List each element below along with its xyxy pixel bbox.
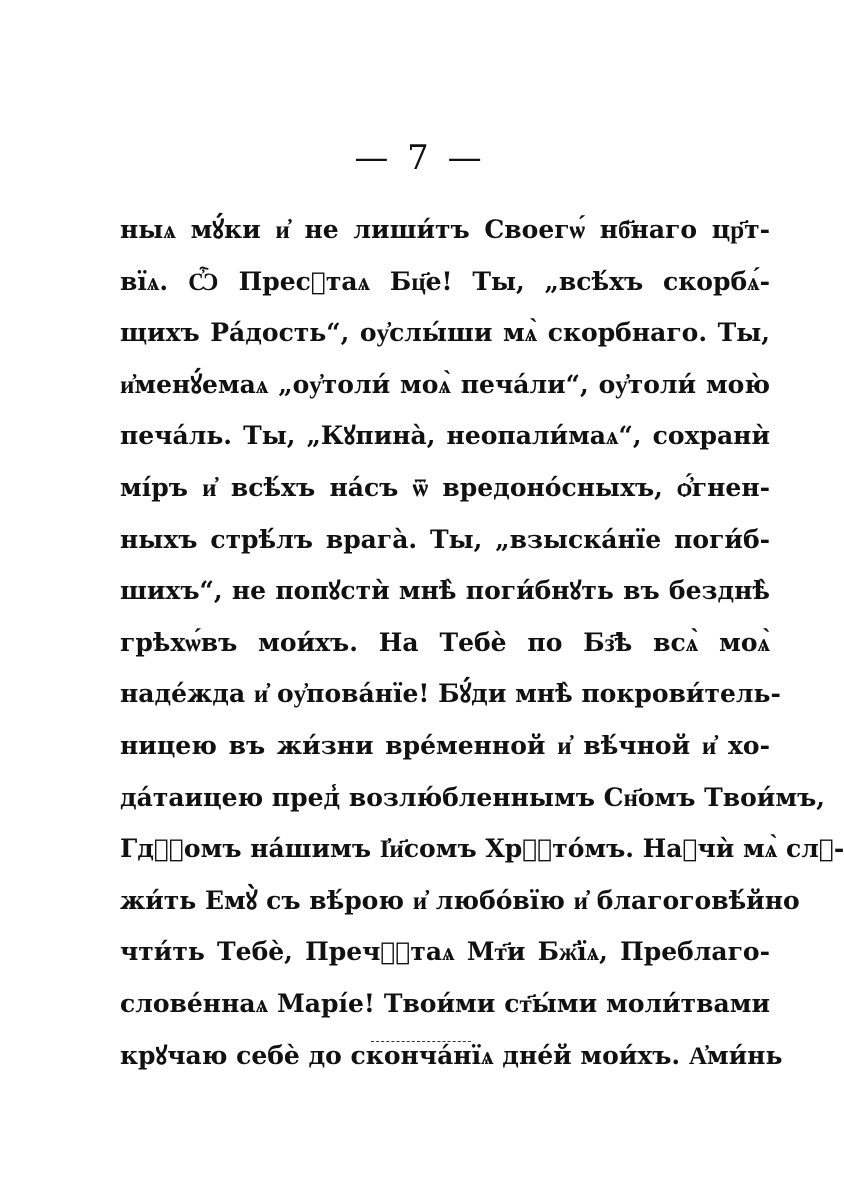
text-line: печа́ль. Ты, „Кꙋпина̀, неопали́маѧ“, сохранѝ [120, 421, 770, 451]
text-line: вїѧ. Ѽ Пресⷮтаѧ Бц҃е! Ты, „всѣ́хъ скорбѧ́- [120, 266, 770, 296]
text-line: шихъ“, не попꙋстѝ мнѣ̀ поги́бнꙋть въ безднѣ̀ [120, 576, 770, 606]
text-line: и҆менꙋ́емаѧ „оу҆толи́ моѧ̀ печа́ли“, оу҆толи́ мою̀ [120, 369, 770, 399]
text-line: ныхъ стрѣ́лъ врага̀. Ты, „взыска́нїе поги́б- [120, 524, 770, 554]
section-divider [371, 1041, 471, 1042]
page-number: — 7 — [354, 138, 486, 178]
text-line: крꙋчаю себѐ до сконча́нїѧ дне́й мои́хъ. А҆ми́нь [120, 1040, 783, 1070]
text-line: слове́ннаѧ Марі́е! Твои́ми ст҃ы́ми моли́твами [120, 988, 770, 1018]
text-line: наде́жда и҆ оу҆пова́нїе! Бꙋ́ди мнѣ̀ покрови́тель- [120, 679, 781, 709]
text-line: жи́ть Емꙋ̀ съ вѣ́рою и҆ любо́вїю и҆ благоговѣ́йно [120, 885, 800, 915]
text-line: щихъ Ра́дость“, оу҆слы́ши мѧ̀ скорбнаго. Ты, [120, 318, 770, 348]
text-line: ныѧ мꙋ́ки и҆ не лиши́тъ Своегѡ́ нб҃наго цр҃т- [120, 215, 770, 244]
text-line: грѣхѡ́въ мои́хъ. На Тебѐ по Бз҃ѣ всѧ̀ моѧ̀ [120, 627, 770, 657]
text-line: чти́ть Тебѐ, Пречⷭ҇таѧ Мт҃и Бж҃їѧ, Преблаго- [120, 937, 770, 967]
prayer-text [120, 204, 844, 1081]
text-line: мі́ръ и҆ всѣ́хъ на́съ ѿ вредоно́сныхъ, ѻ҆́гнен- [120, 472, 770, 502]
text-line: Гдⷭ҇омъ на́шимъ І҆и҃сомъ Хрⷭ҇то́мъ. Наꙋчѝ мѧ̀ слꙋ- [120, 834, 844, 864]
text-line: да́таицею пред̾ возлю́бленнымъ Сн҃омъ Твои́мъ, [120, 782, 825, 812]
text-line: ницею въ жи́зни вре́менной и҆ вѣ́чной и҆ хо- [120, 730, 770, 760]
